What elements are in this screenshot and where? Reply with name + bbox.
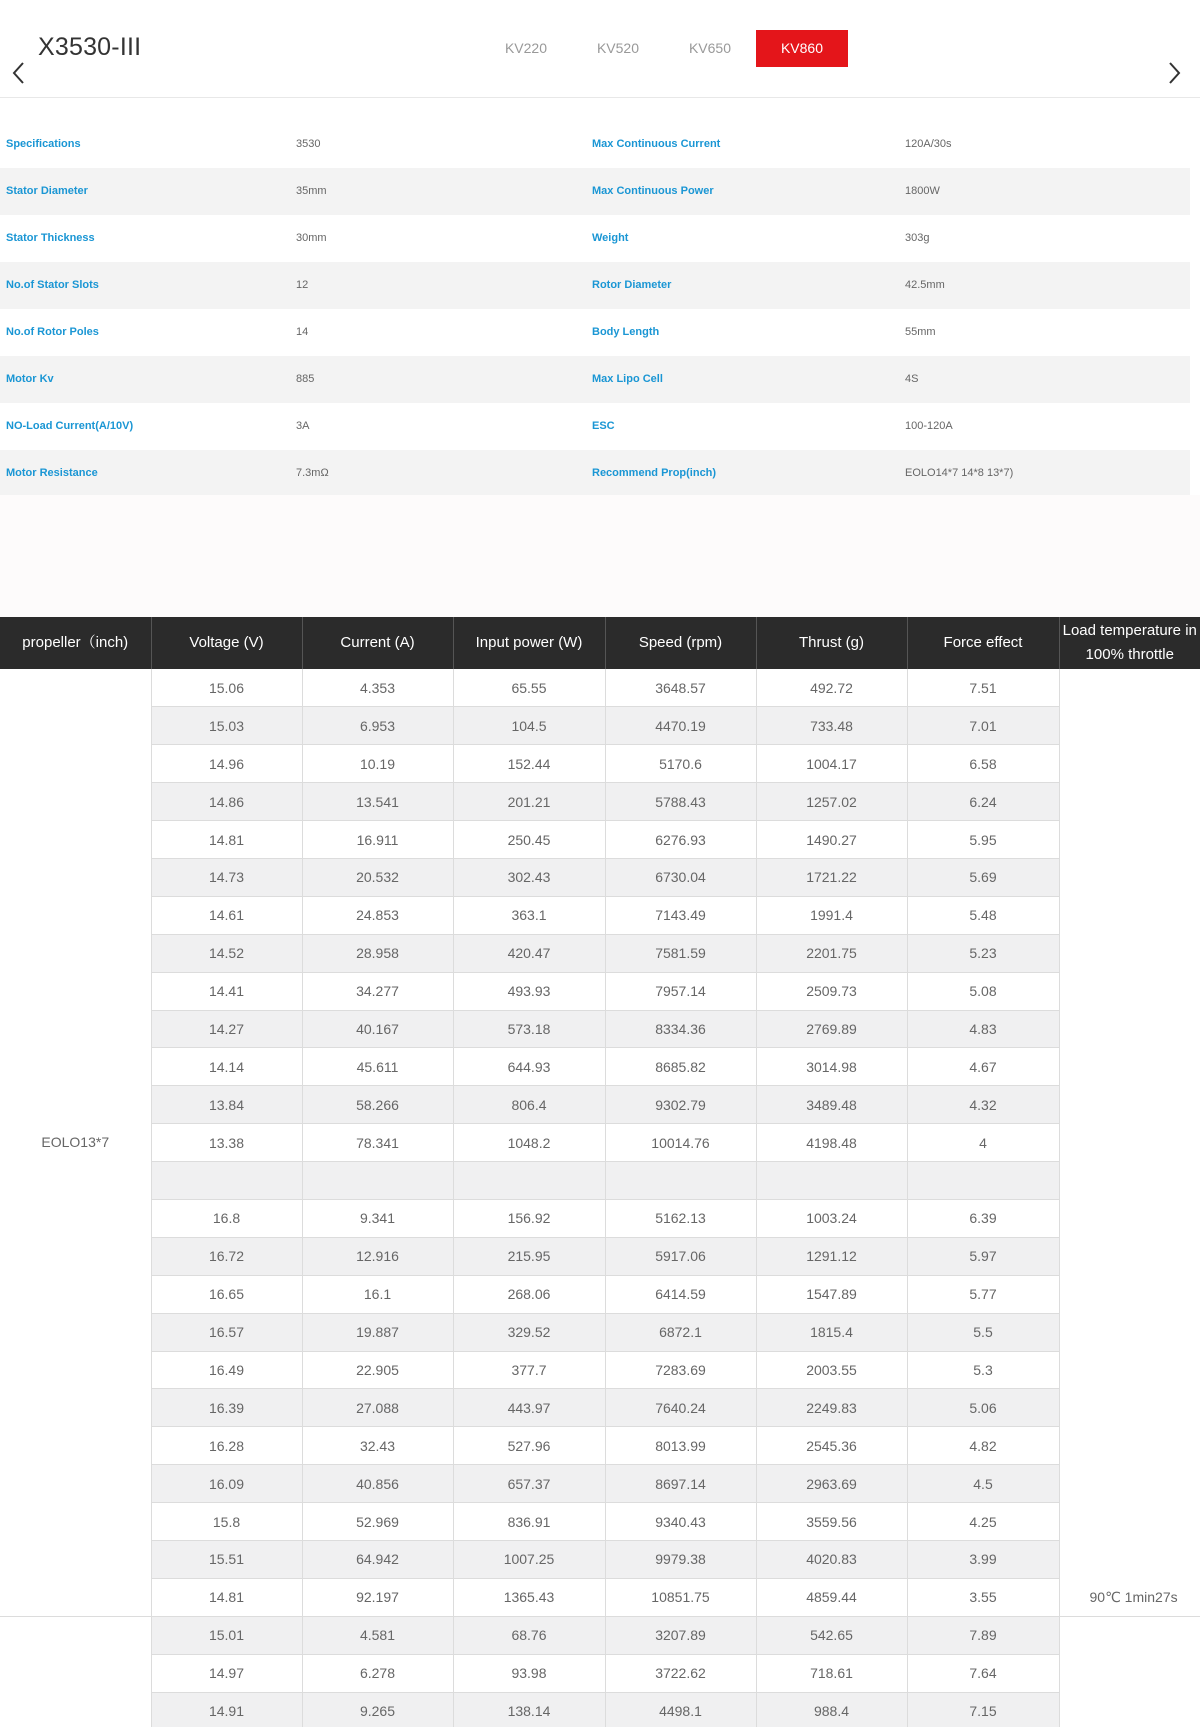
- spec-label: Stator Diameter: [6, 185, 88, 197]
- table-row: [0, 1503, 1200, 1541]
- spec-label: Motor Kv: [6, 373, 54, 385]
- cell-input-power: [453, 1162, 605, 1200]
- cell-force-effect: 5.97: [907, 1237, 1059, 1275]
- table-row: [0, 1313, 1200, 1351]
- cell-speed: 5170.6: [605, 745, 756, 783]
- spec-value: 120A/30s: [905, 138, 952, 150]
- cell-force-effect: 4: [907, 1124, 1059, 1162]
- spec-value: 30mm: [296, 232, 327, 244]
- cell-current: 32.43: [302, 1427, 453, 1465]
- cell-voltage: 14.14: [151, 1048, 302, 1086]
- cell-thrust: 1291.12: [756, 1237, 907, 1275]
- cell-force-effect: 4.5: [907, 1465, 1059, 1503]
- cell-current: 40.167: [302, 1010, 453, 1048]
- table-row: [0, 745, 1200, 783]
- cell-speed: 8334.36: [605, 1010, 756, 1048]
- col-header-input-power: Input power (W): [453, 617, 605, 669]
- cell-force-effect: 5.08: [907, 972, 1059, 1010]
- chevron-left-icon: [8, 60, 30, 86]
- cell-input-power: 138.14: [453, 1692, 605, 1727]
- cell-input-power: 156.92: [453, 1199, 605, 1237]
- cell-thrust: 1257.02: [756, 783, 907, 821]
- cell-voltage: 16.65: [151, 1275, 302, 1313]
- cell-speed: 8013.99: [605, 1427, 756, 1465]
- cell-force-effect: 5.3: [907, 1351, 1059, 1389]
- temperature-empty-cell: [1059, 669, 1200, 1578]
- table-row: [0, 1199, 1200, 1237]
- table-row: [0, 1616, 1200, 1654]
- cell-speed: 5788.43: [605, 783, 756, 821]
- table-row: [0, 972, 1200, 1010]
- cell-thrust: 3559.56: [756, 1503, 907, 1541]
- table-row: [0, 1048, 1200, 1086]
- cell-input-power: 573.18: [453, 1010, 605, 1048]
- cell-input-power: 836.91: [453, 1503, 605, 1541]
- cell-thrust: 2249.83: [756, 1389, 907, 1427]
- cell-speed: 7957.14: [605, 972, 756, 1010]
- cell-current: 27.088: [302, 1389, 453, 1427]
- cell-thrust: 2769.89: [756, 1010, 907, 1048]
- table-row: [0, 1124, 1200, 1162]
- table-row: [0, 1389, 1200, 1427]
- cell-force-effect: 5.48: [907, 896, 1059, 934]
- spec-value: 55mm: [905, 326, 936, 338]
- cell-voltage: 16.57: [151, 1313, 302, 1351]
- cell-force-effect: 7.01: [907, 707, 1059, 745]
- cell-current: 10.19: [302, 745, 453, 783]
- tab-kv860[interactable]: KV860: [756, 30, 848, 67]
- table-row: [0, 1692, 1200, 1727]
- cell-thrust: 4859.44: [756, 1578, 907, 1616]
- table-row: [0, 1275, 1200, 1313]
- cell-force-effect: 5.06: [907, 1389, 1059, 1427]
- cell-force-effect: 5.77: [907, 1275, 1059, 1313]
- cell-speed: 9979.38: [605, 1540, 756, 1578]
- spec-value: 14: [296, 326, 309, 338]
- table-row: [0, 783, 1200, 821]
- cell-thrust: 3489.48: [756, 1086, 907, 1124]
- cell-voltage: 15.01: [151, 1616, 302, 1654]
- col-header-thrust: Thrust (g): [756, 617, 907, 669]
- cell-voltage: 13.38: [151, 1124, 302, 1162]
- table-row: [0, 1540, 1200, 1578]
- cell-speed: 10851.75: [605, 1578, 756, 1616]
- cell-current: 19.887: [302, 1313, 453, 1351]
- cell-current: 40.856: [302, 1465, 453, 1503]
- cell-input-power: 250.45: [453, 821, 605, 859]
- spec-label: No.of Stator Slots: [6, 279, 99, 291]
- cell-current: 13.541: [302, 783, 453, 821]
- table-header-row: [0, 617, 1200, 669]
- cell-current: 34.277: [302, 972, 453, 1010]
- spec-value: 4S: [905, 373, 919, 385]
- spec-value: 42.5mm: [905, 279, 945, 291]
- table-row: [0, 821, 1200, 859]
- cell-voltage: 16.28: [151, 1427, 302, 1465]
- cell-thrust: 492.72: [756, 669, 907, 707]
- cell-voltage: 14.96: [151, 745, 302, 783]
- cell-input-power: 644.93: [453, 1048, 605, 1086]
- specifications-table: [0, 121, 1190, 497]
- cell-input-power: 1365.43: [453, 1578, 605, 1616]
- spec-label: Rotor Diameter: [592, 279, 672, 291]
- cell-current: 78.341: [302, 1124, 453, 1162]
- cell-current: 28.958: [302, 934, 453, 972]
- cell-voltage: 15.8: [151, 1503, 302, 1541]
- spec-row: [0, 403, 1190, 450]
- cell-speed: 6872.1: [605, 1313, 756, 1351]
- col-header-current: Current (A): [302, 617, 453, 669]
- cell-speed: 4470.19: [605, 707, 756, 745]
- cell-current: 12.916: [302, 1237, 453, 1275]
- cell-thrust: 1991.4: [756, 896, 907, 934]
- cell-thrust: 1721.22: [756, 858, 907, 896]
- cell-speed: 7640.24: [605, 1389, 756, 1427]
- cell-voltage: 15.51: [151, 1540, 302, 1578]
- cell-force-effect: 6.24: [907, 783, 1059, 821]
- cell-speed: 10014.76: [605, 1124, 756, 1162]
- spec-value: 100-120A: [905, 420, 953, 432]
- cell-force-effect: 3.55: [907, 1578, 1059, 1616]
- spec-value: 3530: [296, 138, 321, 150]
- cell-thrust: 2509.73: [756, 972, 907, 1010]
- table-row: [0, 1010, 1200, 1048]
- cell-force-effect: 7.15: [907, 1692, 1059, 1727]
- spec-row: [0, 168, 1190, 215]
- cell-force-effect: 7.51: [907, 669, 1059, 707]
- cell-thrust: 4198.48: [756, 1124, 907, 1162]
- col-header-propeller: propeller（inch): [0, 617, 151, 669]
- cell-thrust: 733.48: [756, 707, 907, 745]
- spec-label: No.of Rotor Poles: [6, 326, 99, 338]
- cell-speed: 8697.14: [605, 1465, 756, 1503]
- table-row: [0, 934, 1200, 972]
- cell-input-power: 1007.25: [453, 1540, 605, 1578]
- spec-label: Stator Thickness: [6, 232, 95, 244]
- cell-thrust: 988.4: [756, 1692, 907, 1727]
- cell-voltage: 14.91: [151, 1692, 302, 1727]
- next-button[interactable]: [1163, 60, 1185, 86]
- table-row: [0, 1086, 1200, 1124]
- cell-thrust: 1004.17: [756, 745, 907, 783]
- cell-input-power: 93.98: [453, 1654, 605, 1692]
- cell-speed: 6730.04: [605, 858, 756, 896]
- spec-label: Max Continuous Current: [592, 138, 721, 150]
- spec-value: EOLO14*7 14*8 13*7): [905, 467, 1014, 479]
- cell-speed: 9340.43: [605, 1503, 756, 1541]
- cell-thrust: 1490.27: [756, 821, 907, 859]
- spec-label: Max Lipo Cell: [592, 373, 663, 385]
- cell-force-effect: 7.89: [907, 1616, 1059, 1654]
- cell-force-effect: [907, 1162, 1059, 1200]
- spec-label: NO-Load Current(A/10V): [6, 420, 134, 432]
- cell-force-effect: 4.83: [907, 1010, 1059, 1048]
- spec-row: [0, 356, 1190, 403]
- page-title: X3530-III: [38, 33, 142, 61]
- cell-voltage: 14.52: [151, 934, 302, 972]
- spec-label: Specifications: [6, 138, 81, 150]
- cell-thrust: 2545.36: [756, 1427, 907, 1465]
- cell-input-power: 201.21: [453, 783, 605, 821]
- cell-input-power: 1048.2: [453, 1124, 605, 1162]
- cell-input-power: 268.06: [453, 1275, 605, 1313]
- table-row: [0, 669, 1200, 707]
- cell-input-power: 420.47: [453, 934, 605, 972]
- cell-voltage: 14.27: [151, 1010, 302, 1048]
- spacer: [0, 495, 1200, 617]
- spec-label: Weight: [592, 232, 629, 244]
- cell-current: 4.581: [302, 1616, 453, 1654]
- cell-force-effect: 4.82: [907, 1427, 1059, 1465]
- cell-current: 9.341: [302, 1199, 453, 1237]
- spec-label: ESC: [592, 420, 615, 432]
- spec-label: Body Length: [592, 326, 660, 338]
- table-row: [0, 1654, 1200, 1692]
- propeller-cell: [0, 1616, 151, 1727]
- cell-voltage: 14.73: [151, 858, 302, 896]
- cell-speed: 6414.59: [605, 1275, 756, 1313]
- cell-voltage: 16.72: [151, 1237, 302, 1275]
- cell-thrust: 2963.69: [756, 1465, 907, 1503]
- cell-voltage: 14.61: [151, 896, 302, 934]
- spec-value: 12: [296, 279, 309, 291]
- cell-thrust: 4020.83: [756, 1540, 907, 1578]
- cell-thrust: 542.65: [756, 1616, 907, 1654]
- cell-force-effect: 4.32: [907, 1086, 1059, 1124]
- cell-force-effect: 6.58: [907, 745, 1059, 783]
- cell-voltage: 16.8: [151, 1199, 302, 1237]
- spec-row: [0, 309, 1190, 356]
- cell-input-power: 806.4: [453, 1086, 605, 1124]
- cell-input-power: 493.93: [453, 972, 605, 1010]
- col-header-load-temperature: Load temperature in 100% throttle: [1059, 617, 1200, 669]
- chevron-right-icon: [1163, 60, 1185, 86]
- spec-value: 35mm: [296, 185, 327, 197]
- cell-current: 16.1: [302, 1275, 453, 1313]
- cell-thrust: 718.61: [756, 1654, 907, 1692]
- cell-current: 6.278: [302, 1654, 453, 1692]
- cell-speed: 5162.13: [605, 1199, 756, 1237]
- cell-voltage: 14.81: [151, 1578, 302, 1616]
- cell-speed: 9302.79: [605, 1086, 756, 1124]
- cell-voltage: 15.03: [151, 707, 302, 745]
- cell-voltage: 14.41: [151, 972, 302, 1010]
- col-header-voltage: Voltage (V): [151, 617, 302, 669]
- cell-voltage: 15.06: [151, 669, 302, 707]
- cell-speed: 4498.1: [605, 1692, 756, 1727]
- spec-value: 885: [296, 373, 315, 385]
- cell-thrust: 3014.98: [756, 1048, 907, 1086]
- cell-input-power: 329.52: [453, 1313, 605, 1351]
- cell-current: 64.942: [302, 1540, 453, 1578]
- tab-kv650[interactable]: KV650: [688, 40, 732, 56]
- cell-voltage: 16.09: [151, 1465, 302, 1503]
- col-header-speed: Speed (rpm): [605, 617, 756, 669]
- cell-force-effect: 5.95: [907, 821, 1059, 859]
- cell-force-effect: 5.69: [907, 858, 1059, 896]
- spec-value: 7.3mΩ: [296, 467, 329, 479]
- cell-current: [302, 1162, 453, 1200]
- cell-thrust: 1003.24: [756, 1199, 907, 1237]
- cell-current: 16.911: [302, 821, 453, 859]
- cell-speed: 8685.82: [605, 1048, 756, 1086]
- spec-value: 3A: [296, 420, 310, 432]
- cell-voltage: 16.49: [151, 1351, 302, 1389]
- cell-speed: 7581.59: [605, 934, 756, 972]
- spec-row: [0, 121, 1190, 168]
- spec-label: Max Continuous Power: [592, 185, 714, 197]
- cell-input-power: 302.43: [453, 858, 605, 896]
- cell-voltage: 14.81: [151, 821, 302, 859]
- cell-force-effect: 4.25: [907, 1503, 1059, 1541]
- performance-table: [0, 617, 1200, 1727]
- table-row: [0, 707, 1200, 745]
- spec-label: Motor Resistance: [6, 467, 98, 479]
- temperature-cell: 90℃ 1min27s: [1059, 1578, 1200, 1616]
- cell-input-power: 377.7: [453, 1351, 605, 1389]
- cell-current: 52.969: [302, 1503, 453, 1541]
- cell-speed: 7283.69: [605, 1351, 756, 1389]
- col-header-force-effect: Force effect: [907, 617, 1059, 669]
- temperature-empty-cell: [1059, 1616, 1200, 1727]
- table-row: [0, 1427, 1200, 1465]
- cell-current: 20.532: [302, 858, 453, 896]
- cell-thrust: 2201.75: [756, 934, 907, 972]
- table-row: [0, 1162, 1200, 1200]
- cell-thrust: 1815.4: [756, 1313, 907, 1351]
- cell-voltage: 16.39: [151, 1389, 302, 1427]
- table-row: [0, 1237, 1200, 1275]
- table-row: [0, 1351, 1200, 1389]
- cell-force-effect: 6.39: [907, 1199, 1059, 1237]
- cell-input-power: 104.5: [453, 707, 605, 745]
- tab-kv220[interactable]: KV220: [504, 40, 548, 56]
- cell-speed: [605, 1162, 756, 1200]
- cell-thrust: [756, 1162, 907, 1200]
- cell-current: 4.353: [302, 669, 453, 707]
- cell-speed: 3648.57: [605, 669, 756, 707]
- cell-speed: 3722.62: [605, 1654, 756, 1692]
- cell-input-power: 152.44: [453, 745, 605, 783]
- cell-current: 24.853: [302, 896, 453, 934]
- spec-value: 303g: [905, 232, 930, 244]
- cell-current: 9.265: [302, 1692, 453, 1727]
- cell-force-effect: 7.64: [907, 1654, 1059, 1692]
- cell-input-power: 657.37: [453, 1465, 605, 1503]
- spec-value: 1800W: [905, 185, 940, 197]
- cell-voltage: 13.84: [151, 1086, 302, 1124]
- cell-force-effect: 5.5: [907, 1313, 1059, 1351]
- cell-input-power: 527.96: [453, 1427, 605, 1465]
- spec-row: [0, 262, 1190, 309]
- cell-input-power: 65.55: [453, 669, 605, 707]
- cell-speed: 5917.06: [605, 1237, 756, 1275]
- tab-kv520[interactable]: KV520: [596, 40, 640, 56]
- spec-row: [0, 215, 1190, 262]
- spec-row: [0, 450, 1190, 497]
- cell-thrust: 1547.89: [756, 1275, 907, 1313]
- table-row: [0, 1578, 1200, 1616]
- cell-current: 92.197: [302, 1578, 453, 1616]
- product-header: [0, 0, 1200, 98]
- cell-thrust: 2003.55: [756, 1351, 907, 1389]
- cell-speed: 6276.93: [605, 821, 756, 859]
- cell-input-power: 443.97: [453, 1389, 605, 1427]
- cell-speed: 3207.89: [605, 1616, 756, 1654]
- cell-voltage: 14.86: [151, 783, 302, 821]
- spec-label: Recommend Prop(inch): [592, 467, 717, 479]
- cell-current: 6.953: [302, 707, 453, 745]
- cell-voltage: [151, 1162, 302, 1200]
- table-row: [0, 858, 1200, 896]
- cell-voltage: 14.97: [151, 1654, 302, 1692]
- cell-speed: 7143.49: [605, 896, 756, 934]
- propeller-cell: EOLO13*7: [0, 669, 151, 1616]
- cell-force-effect: 5.23: [907, 934, 1059, 972]
- cell-input-power: 68.76: [453, 1616, 605, 1654]
- prev-button[interactable]: [8, 60, 30, 86]
- cell-force-effect: 3.99: [907, 1540, 1059, 1578]
- kv-tabs: [480, 30, 848, 67]
- cell-input-power: 363.1: [453, 896, 605, 934]
- cell-current: 45.611: [302, 1048, 453, 1086]
- cell-current: 22.905: [302, 1351, 453, 1389]
- table-row: [0, 1465, 1200, 1503]
- cell-force-effect: 4.67: [907, 1048, 1059, 1086]
- cell-input-power: 215.95: [453, 1237, 605, 1275]
- cell-current: 58.266: [302, 1086, 453, 1124]
- table-row: [0, 896, 1200, 934]
